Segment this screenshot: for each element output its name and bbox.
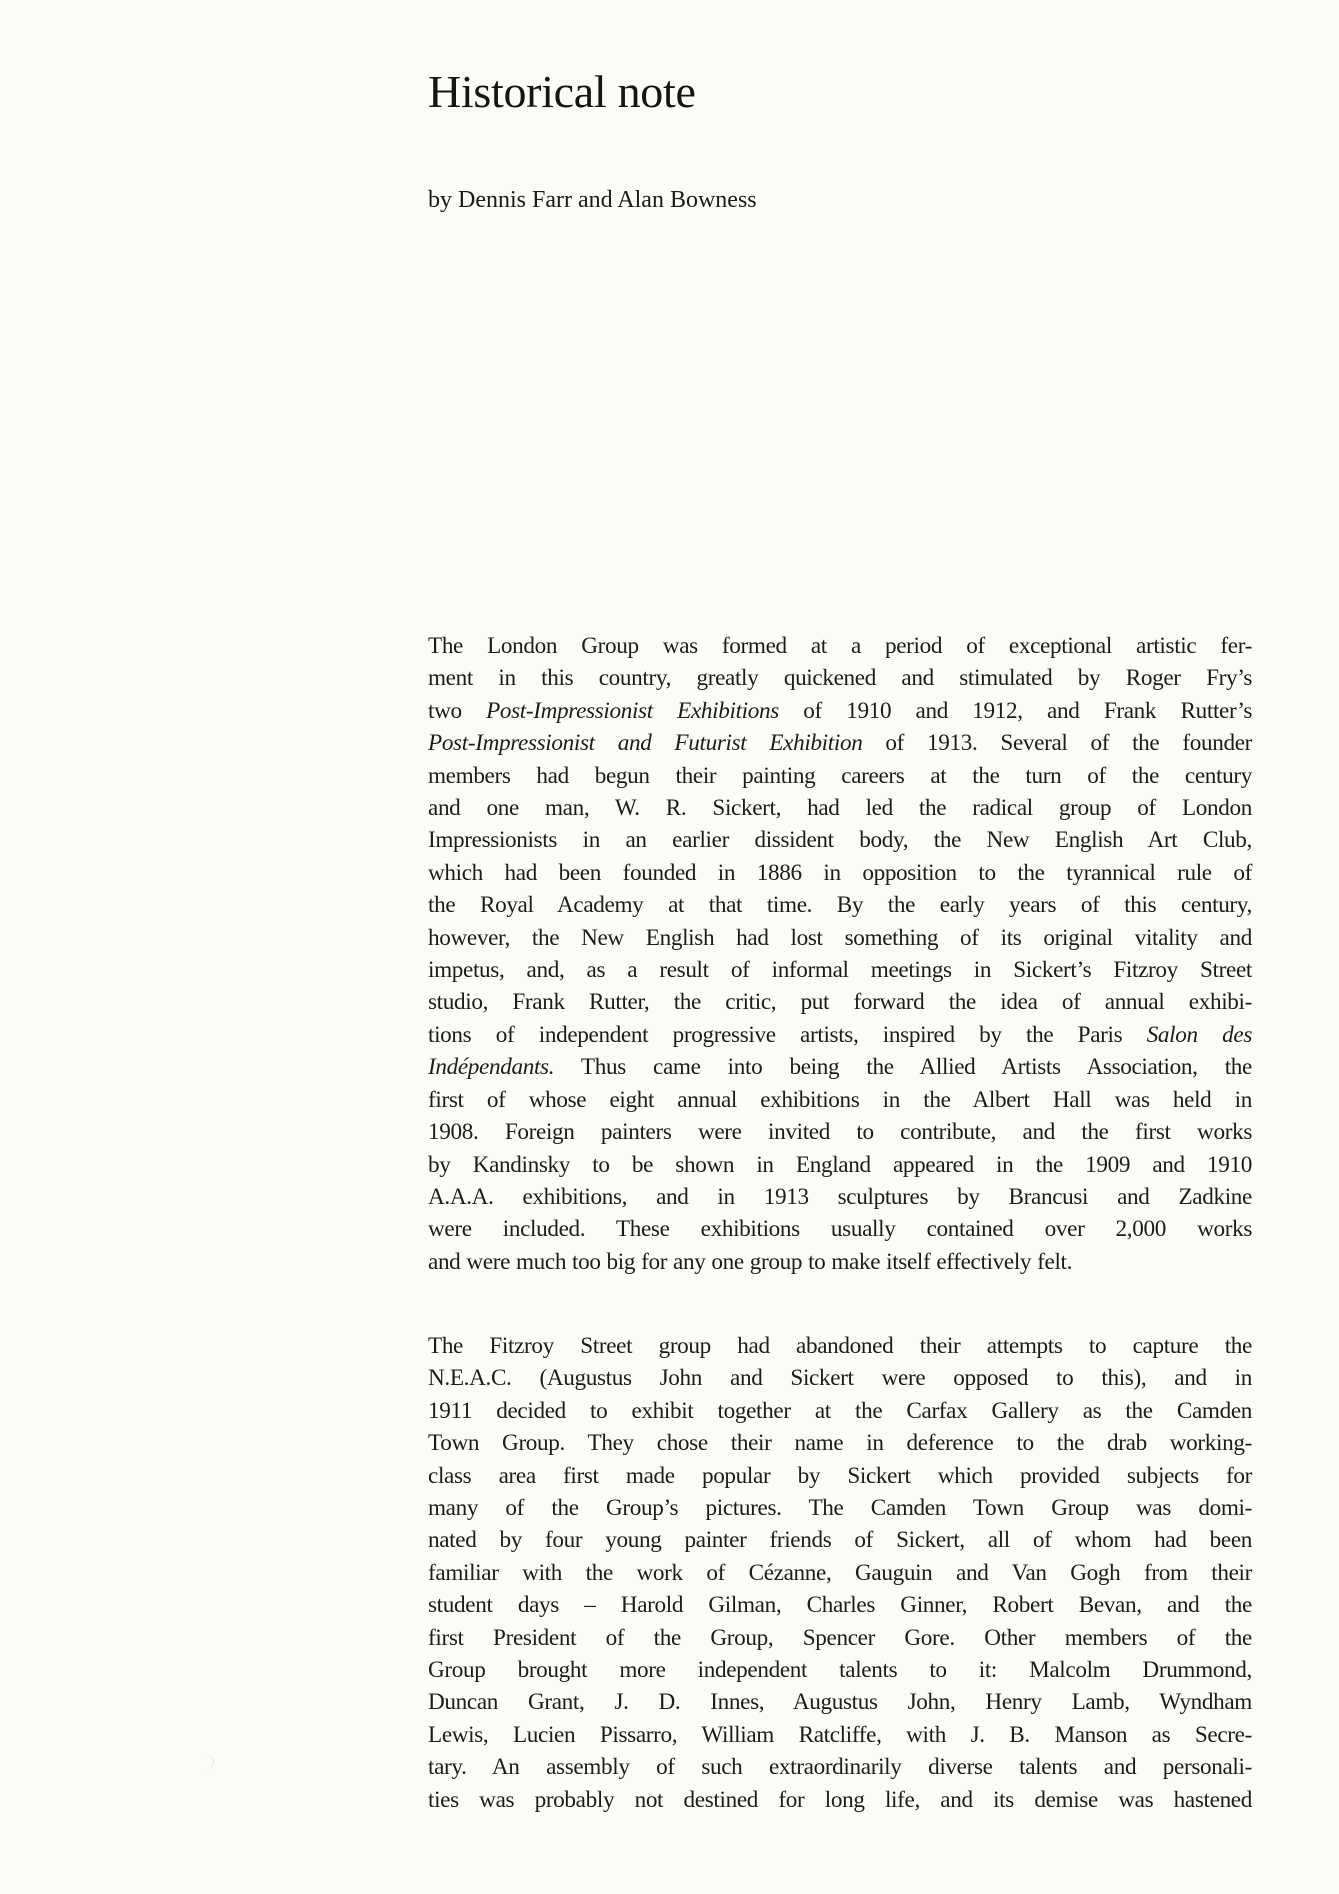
text-line — [428, 1557, 1252, 1589]
text-run: which had been founded in 1886 in opposition to the tyrannical rule of — [428, 859, 1252, 886]
text-line — [428, 1589, 1252, 1621]
text-line — [428, 1719, 1252, 1751]
text-run: members had begun their painting careers at the turn of the century — [428, 762, 1252, 789]
text-run: studio, Frank Rutter, the critic, put forward the idea of annual exhibi- — [428, 989, 1252, 1016]
text-line — [428, 857, 1252, 889]
text-line — [428, 986, 1252, 1018]
byline: by Dennis Farr and Alan Bowness — [428, 187, 757, 213]
text-line — [428, 1051, 1252, 1083]
text-line — [428, 1084, 1252, 1116]
body-paragraph-camden-town-group — [428, 1330, 1252, 1816]
text-line — [428, 1524, 1252, 1556]
text-run: impetus, and, as a result of informal meetings in Sickert’s Fitzroy Street — [428, 957, 1252, 984]
text-run: of 1910 and 1912, and Frank Rutter’s — [778, 697, 1252, 724]
text-run: many of the Group’s pictures. The Camden Town Group was domi- — [428, 1495, 1252, 1522]
text-run: two — [428, 697, 487, 724]
text-line — [428, 1395, 1252, 1427]
text-line — [428, 1116, 1252, 1148]
text-line — [428, 824, 1252, 856]
text-run: familiar with the work of Cézanne, Gauguin and Van Gogh from their — [428, 1559, 1252, 1586]
text-line — [428, 1362, 1252, 1394]
text-line — [428, 1330, 1252, 1362]
italic-title: Post-Impressionist Exhibitions — [486, 697, 779, 724]
text-run: and one man, W. R. Sickert, had led the radical group of London — [428, 795, 1252, 822]
text-run: The London Group was formed at a period of exceptional artistic fer- — [428, 633, 1252, 659]
text-run: N.E.A.C. (Augustus John and Sickert were opposed to this), and in — [428, 1365, 1252, 1392]
text-line — [428, 1181, 1252, 1213]
text-line — [428, 1246, 1252, 1278]
text-run: Town Group. They chose their name in deference to the drab working- — [428, 1430, 1252, 1457]
text-line — [428, 662, 1252, 694]
italic-title: Post-Impressionist and Futurist Exhibition — [428, 730, 863, 757]
text-line — [428, 1427, 1252, 1459]
text-run: 1911 decided to exhibit together at the Carfax Gallery as the Camden — [428, 1397, 1252, 1424]
text-run: The Fitzroy Street group had abandoned their attempts to capture the — [428, 1333, 1252, 1359]
text-run: ment in this country, greatly quickened and stimulated by Roger Fry’s — [428, 665, 1252, 692]
text-line — [428, 1751, 1252, 1783]
text-run: Lewis, Lucien Pissarro, William Ratcliffe, with J. B. Manson as Secre- — [428, 1721, 1252, 1748]
text-line — [428, 630, 1252, 662]
text-run: tions of independent progressive artists, inspired by the Paris — [428, 1021, 1147, 1048]
text-run: first President of the Group, Spencer Gore. Other members of the — [428, 1624, 1252, 1651]
text-run: tary. An assembly of such extraordinarily diverse talents and personali- — [428, 1754, 1252, 1781]
text-run: Duncan Grant, J. D. Innes, Augustus John, Henry Lamb, Wyndham — [428, 1689, 1252, 1716]
text-line — [428, 1460, 1252, 1492]
text-run: ties was probably not destined for long life, and its demise was hastened — [428, 1786, 1252, 1813]
text-line — [428, 889, 1252, 921]
text-line — [428, 760, 1252, 792]
text-line — [428, 1149, 1252, 1181]
text-run: and were much too big for any one group to make itself effectively felt. — [428, 1248, 1073, 1275]
margin-mark — [207, 1755, 214, 1769]
text-run: 1908. Foreign painters were invited to contribute, and the first works — [428, 1119, 1252, 1146]
italic-title: Indépendants. — [428, 1054, 555, 1081]
italic-title: Salon des — [1146, 1021, 1252, 1048]
text-line — [428, 1654, 1252, 1686]
text-run: first of whose eight annual exhibitions in the Albert Hall was held in — [428, 1086, 1252, 1113]
text-line — [428, 1686, 1252, 1718]
text-line — [428, 1019, 1252, 1051]
text-line — [428, 1784, 1252, 1816]
text-run: class area first made popular by Sickert which provided subjects for — [428, 1462, 1252, 1489]
text-line — [428, 1492, 1252, 1524]
text-line — [428, 727, 1252, 759]
page-title: Historical note — [428, 66, 696, 117]
text-line — [428, 695, 1252, 727]
text-run: student days – Harold Gilman, Charles Ginner, Robert Bevan, and the — [428, 1592, 1252, 1619]
text-run: Impressionists in an earlier dissident body, the New English Art Club, — [428, 827, 1252, 854]
text-run: nated by four young painter friends of Sickert, all of whom had been — [428, 1527, 1252, 1554]
text-line — [428, 1622, 1252, 1654]
text-run: of 1913. Several of the founder — [862, 730, 1253, 757]
text-run: Group brought more independent talents to it: Malcolm Drummond, — [428, 1657, 1252, 1684]
text-line — [428, 792, 1252, 824]
text-run: however, the New English had lost something of its original vitality and — [428, 924, 1252, 951]
text-line — [428, 954, 1252, 986]
text-line — [428, 1213, 1252, 1245]
text-line — [428, 922, 1252, 954]
text-run: by Kandinsky to be shown in England appeared in the 1909 and 1910 — [428, 1151, 1252, 1178]
body-paragraph-london-group — [428, 630, 1252, 1278]
text-run: A.A.A. exhibitions, and in 1913 sculptures by Brancusi and Zadkine — [428, 1183, 1252, 1210]
text-run: the Royal Academy at that time. By the early years of this century, — [428, 892, 1252, 919]
text-run: were included. These exhibitions usually contained over 2,000 works — [428, 1216, 1252, 1243]
text-run: Thus came into being the Allied Artists Association, the — [554, 1054, 1252, 1081]
